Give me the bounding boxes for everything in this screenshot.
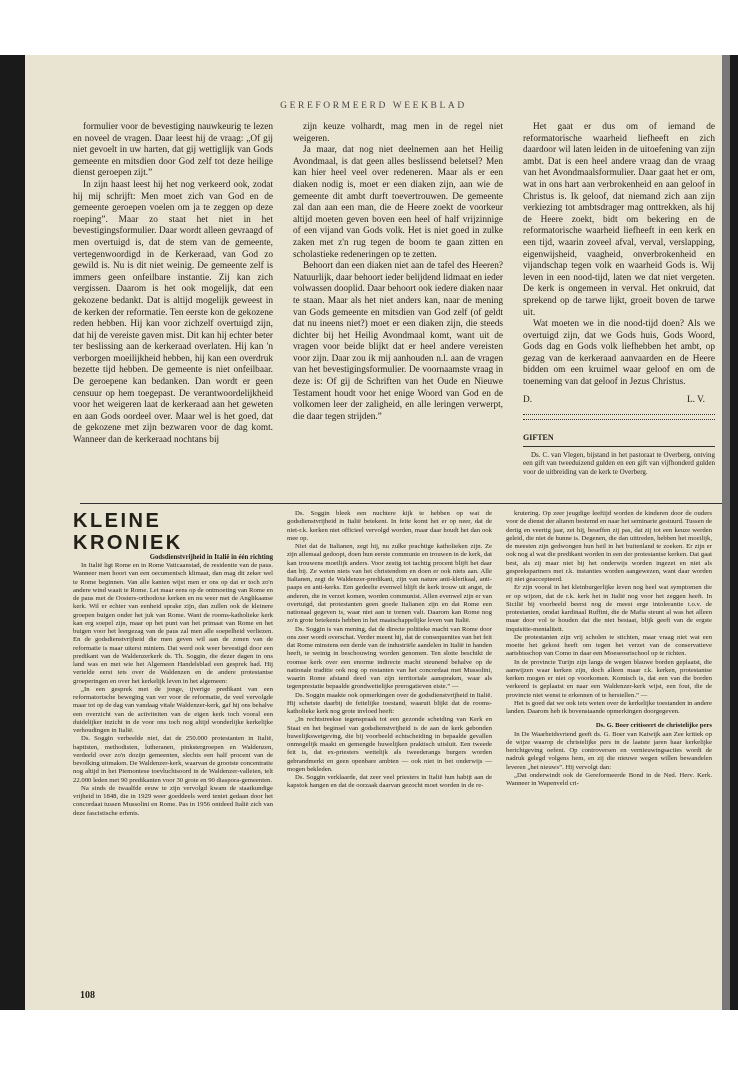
dotted-divider [523, 414, 715, 420]
kroniek-column-1 [73, 510, 273, 980]
paragraph: In de provincie Turijn zijn langs de wegen blauwe borden geplaatst, die aanwijzen waar kerken zijn, doch alleen maar r.k. kerken, protestantse kerken mogen er niet op voorkomen. Komisch is, dat een van die borden verkeerd is geplaatst en naar een Waldenzer-kerk wijst, een fout, die de provincie niet wenst te erkennen of te herstellen.” — [506, 658, 712, 699]
giften-heading: GIFTEN [523, 432, 715, 447]
section-rule [80, 503, 722, 504]
kroniek-column-3 [506, 510, 712, 980]
page-number: 108 [80, 990, 95, 1001]
book-spine [722, 55, 730, 1010]
section-title: KLEINE KRONIEK [73, 510, 183, 554]
paragraph: In De Waarheidsvriend geeft ds. G. Boer van Katwijk aan Zee kritiek op de wijze waarop de christelijke pers in de laatste jaren haar kerkelijke berichtgeving oefent. Op controversen en vernieuwingsacties wordt de nadruk gelegd volgens hem, en zij die nieuwe wegen willen bewandelen leveren „het nieuws”. Hij vervolgt dan: [506, 730, 712, 771]
paragraph: „Dat onderwindt ook de Gereformeerde Bond in de Ned. Herv. Kerk. Wanneer in Wapenveld cri- [506, 771, 712, 787]
paragraph: Ds. Soggin verbeelde niet, dat de 250.000 protestanten in Italië, baptisten, methodisten, lutheranen, pinkstergroepen en Waldenzen, verdeeld over zo'n dozijn gemeenten, slechts een half procent van de bevolking uitmaken. De Waldenzer-kerk, waarvan de grootste concentratie nog altijd in het Piemontese toevluchtsoord in de Waldenzer-valleien, telt 22.000 leden met 90 predikanten voor 30 grote en 90 diaspora-gemeenten. [73, 735, 273, 784]
paragraph: Na sinds de twaalfde eeuw te zijn vervolgd kwam de staatkundige vrijheid in 1848, die in 1929 weer goeddeels werd teniet gedaan door het concordaat tussen Mussolini en Rome. Pas in 1956 ontdeed Italië zich van deze fascistische erfenis. [73, 784, 273, 817]
paragraph: Behoort dan een diaken niet aan de tafel des Heeren? Natuurlijk, daar behoort ieder belijdend lidmaat en ieder volwassen dooplid. Daar behoort ook iedere diaken naar te staan. Maar als het niet anders kan, naar de mening van Gods gemeente en mitsdien van God zelf (of geldt dat nu ineens niet?) moet er een diaken zijn, die steeds dichter bij het Heilig Avondmaal komt, want uit de vragen voor beide blijkt dat er heel andere vereisten voor zijn. Daar zou ik mij aanhouden n.l. aan de vragen van het bevestigingsformulier. De voornaamste vraag in deze is: Of gij de Schriften van het Oude en Nieuwe Testament houdt voor het enige Woord van God en de volkomen leer der zaligheid, en alle leringen verwerpt, die daar tegen strijden.” [293, 261, 503, 422]
paragraph: Niet dat de Italianen, zegt hij, nu zulke prachtige katholieken zijn. Ze zijn allemaal gedoopt, doen hun eerste communie en trouwen in de kerk, dat kan trouwens moeilijk anders. Voor zestig tot tachtig procent blijft het daar dan bij. Ze weten niets van het christendom en doen er ook niets aan. Alle Italianen, zegt de Waldenzer-predikant, zijn van nature anti-klerikaal, anti-paaps en anti-kerks. Een gedeelte evenwel blijft de kerk trouw uit angst, de anderen, die in verzet komen, worden communist. Allen evenwel zijn er van overtuigd, dat protestanten geen goede Italianen zijn en dat Rome een nationaal gegeven is, waar niet aan te tornen valt. Daarom kan Rome nog zo'n grote betekenis hebben in het maatschappelijke leven van Italië. [287, 543, 492, 625]
upper-column-3 [523, 122, 715, 494]
paragraph: „In een gesprek met de jonge, ijverige predikant van een reformatorische beweging van ver voor de reformatie, de veel vervolgde maar tot op de dag van vandaag vitale Waldenzer-kerk, gaf hij ons behalve een overzicht van de activiteiten van de eigen kerk toch vooral een duidelijker inzicht in de voor ons toch nog altijd wonderlijke kerkelijke verhoudingen in Italië. [73, 685, 273, 734]
kroniek-column-2 [287, 510, 492, 980]
signature [523, 395, 715, 407]
paragraph: In Italië ligt Rome en in Rome Vaticaanstad, de residentie van de paus. Wanneer men hoort van een oecumenisch klimaat, dan mag dit zeker wel te Rome beginnen. Van alle kanten wijst men er ons op dat er toch zo'n andere wind waait te Rome. Let maar eens op de ontmoeting van Rome en de paus met de Oosters-orthodoxe kerken en nu weer met de Anglikaanse kerk. Wil er echter van eenheid sprake zijn, dan zullen ook de kleinere groepen buigen onder het juk van Rome. Want de rooms-katholieke kerk kan erg soepel zijn, maar op het punt van het primaat van Rome en het buigen voor het leergezag van de paus zal men alle soepelheid verliezen. En de godsdienstvrijheid die men geven wil aan de zonen van de reformatie is maar uiterst miniem. Dat werd ook weer bevestigd door een predikant van de Waldenzerkerk ds. Th. Soggin, die dezer dagen in ons land was en met wie het Algemeen Handelsblad een gesprek had. Hij vertelde eerst iets over de Waldenzen en de andere protestantse groeperingen en over het kerkelijk leven in het algemeen: [73, 562, 273, 685]
paragraph: In zijn haast leest hij het nog verkeerd ook, zodat hij mij schrijft: Men moet zich van God en de gemeente geroepen voelen om ja te zeggen op deze roeping”. Maar zo staat het niet in het bevestigingsformulier. Daar wordt alleen gevraagd of men overtuigd is, dat de stem van de gemeente, vertegenwoordigd in de Kerkeraad, van God zo gewild is. Nu is dit niet weinig. De gemeente zelf is immers geen onfeilbare instantie. Zij kan zich vergissen. Daarom is het ook mogelijk, dat een gekozene bedankt. Dat is altijd mogelijk geweest in de kerken der reformatie. Ten eerste kon de gekozene reden hebben. Hij kan voor zichzelf overtuigd zijn, dat hij de vereiste gaven mist. Dit kan hij echter beter ter beslissing aan de kerkeraad overlaten. Hij kan 'n verborgen moeilijkheid hebben, hij kan een overdruk bezette tijd hebben. De gemeente is niet onfeilbaar. De geroepene kan bedanken. Dan wordt er geen censuur op hem toegepast. De verantwoordelijkheid voor het weigeren laat de kerkeraad aan het geweten en aan Gods oordeel over. Maar wel is het goed, dat de gekozene met zijn bezwaren voor de dag komt. Wanneer dan de kerkeraad nochtans bij [73, 179, 273, 446]
signature-author: L. V. [687, 394, 705, 405]
paragraph: Wat moeten we in die nood-tijd doen? Als we overtuigd zijn, dat we Gods huis, Gods Woord, Gods dag en Gods volk liefhebben het ambt, op gezag van de kerkeraad aanvaarden en de Heere bidden om een kruimel waar geloof en om de toeneming van dat geloof in Jezus Christus. [523, 319, 715, 388]
bottom-margin [0, 1010, 738, 1068]
upper-column-2 [293, 122, 503, 494]
paragraph: Ds. Soggin verklaarde, dat zeer veel priesters in Italië hun habijt aan de kapstok hangen en dat de oorzaak daarvan gezocht moet worden in de re- [287, 774, 492, 790]
paragraph: Ds. Soggin bleek een nuchtere kijk te hebben op wat de godsdienstvrijheid in Italië betekent. In feite komt het er op neer, dat de niet-r.k. kerken niet officieel vervolgd worden, maar daar houdt het dan ook mee op. [287, 510, 492, 542]
top-margin [0, 0, 738, 55]
paragraph: Ja maar, dat nog niet deelnemen aan het Heilig Avondmaal, is dat geen alles beslissend beletsel? Men kan hier heel veel over redeneren. Maar als er een diaken nodig is, moet er een diaken zijn, aan wie de gemeente dit ambt durft toevertrouwen. De gemeente zal dan aan een man, die de Heere zoekt de voorkeur altijd moeten geven boven een heel of half vrijzinnige of een vijand van Gods volk. Het is niet goed in zulke zaken met z'n rug tegen de boom te gaan zitten en scholastieke redeneringen op te zetten. [293, 145, 503, 260]
paragraph: „In rechtstreekse tegenspraak tot een gezonde scheiding van Kerk en Staat en het beginsel van godsdienstvrijheid is de aan de kerk gebonden huwelijkswetgeving, die bij voorbeeld echtscheiding in bepaalde gevallen onmogelijk maakt en gemengde huwelijken praktisch uitsluit. Een tweede feit is, dat ex-priesters wettelijk als tweederangs burgers worden gebrandmerkt en geen openbare ambten — ook niet in het onderwijs — mogen bekleden. [287, 716, 492, 773]
subheading-boer: Ds. G. Boer critiseert de christelijke pers [595, 722, 712, 730]
paragraph: formulier voor de bevestiging nauwkeurig te lezen en noveel de vragen. Daar leest hij de vraag: „Of gij niet gevoelt in uw harten, dat gij wettiglijk van Gods gemeente en mitsdien door God zelf tot deze heilige dienst geroepen zijt.” [73, 122, 273, 179]
running-header: GEREFORMEERD WEEKBLAD [280, 101, 467, 111]
paragraph: Het gaat er dus om of iemand de reformatorische waarheid liefheeft en zich daardoor wil laten leiden in de uitoefening van zijn ambt. Dat is een heel andere vraag dan de vraag van het Avondmaalsformulier. Daar gaat het er om, wat in ons hart aan verbrokenheid en aan geloof in Christus is. Ik geloof, dat niemand zich aan zijn verkiezing tot ambtsdrager mag onttrekken, als hij de Heere zoekt, bidt om bekering en de reformatorische waarheid liefheeft in een kerk en een tijd, waarin zoveel afval, verval, verslapping, eigenwijsheid, vaagheid, onverbrokenheid en vijandschap tegen volk en waarheid Gods is. Wij leven in een nood-tijd, laten we dat niet vergeten. De kerk is ongemeen in verval. Het onkruid, dat sprekend op de tarwe lijkt, groeit boven de tarwe uit. [523, 122, 715, 318]
magazine-page [25, 55, 722, 1010]
giften-text: Ds. C. van Vlegen, bijstand in het pastoraat te Overberg, ontving een gift van tweeduizend gulden en een gift van vijfhonderd gulden voor de uitbreiding van de kerk te Overberg. [523, 450, 715, 477]
paragraph: Het is goed dat we ook iets weten over de kerkelijke toestanden in andere landen. Daarom heb ik bovenstaande opmerkingen doorgegeven. [506, 699, 712, 715]
paragraph: Ds. Soggin is van mening, dat de directe politieke macht van Rome door ons zeer wordt overschat. Verder meent hij, dat de consequenties van het feit dat Rome minstens een derde van de industriële aandelen in Italië in handen heeft, te weinig in beschouwing worden genomen. Ten slotte beschikt de roomse kerk over een enorme indirecte macht steunend behalve op de nationale traditie ook nog op restanten van het concordaat met Mussolini, waarin Rome afstand deed van zijn territoriale aanspraken, waar als tegenprestatie bepaalde grondwettelijke prerogatieven eiste.” — [287, 625, 492, 691]
paragraph: De protestanten zijn vrij scholen te stichten, maar vraag niet wat een moeite het gekost heeft om tegen het verzet van de conservatieve aartsbisschop van Como in daar een Moeseosrischool op te richten. [506, 633, 712, 658]
paragraph: Ds. Soggin maakte ook opmerkingen over de godsdienstvrijheid in Italië. Hij schetste daarbij de feitelijke toestand, waaruit blijkt dat de rooms-katholieke kerk nog grote invloed heeft: [287, 691, 492, 715]
section-subtitle: Godsdienstvrijheid in Italië in één richting [149, 554, 273, 561]
paragraph: zijn keuze volhardt, mag men in de regel niet weigeren. [293, 122, 503, 144]
signature-initial: D. [523, 394, 533, 405]
paragraph: krutering. Op zeer jeugdige leeftijd worden de kinderen door de ouders voor de dienst der altaren bestemd en naar het seminarie gestuurd. Tussen de dertig en veertig jaar, zei hij, beseffen zij pas, dat zij tot een keuze werden geleid, die niet de hunne is. Degenen, die dan uittreden, hebben het moeilijk, de meesten zijn gedwongen hun heil in het buitenland te zoeken. Er zijn er ook nog al wat die predikant worden in een der protestantse kerken. Dat gaat best, als zij maar niet bij het onderwijs worden ingezet en niet als gesprekspartners met r.k. instanties worden aangewezen, want daar worden zij niet geaccepteerd. [506, 510, 712, 583]
paragraph: Er zijn vooral in het kleinburgerlijke leven nog heel wat symptomen die er op wijzen, dat de r.k. kerk het in Italië nog voor het zeggen heeft. In Sicilië bij voorbeeld beerst nog de meest erge intolerantie t.o.v. de protestanten, omdat kardinaal Ruffini, die de Mafia steunt al was het alleen maar door vol te houden dat die niet bestaat, blijk geeft van de ergste inquisitie-mentaliteit. [506, 584, 712, 633]
upper-column-1 [73, 122, 273, 494]
